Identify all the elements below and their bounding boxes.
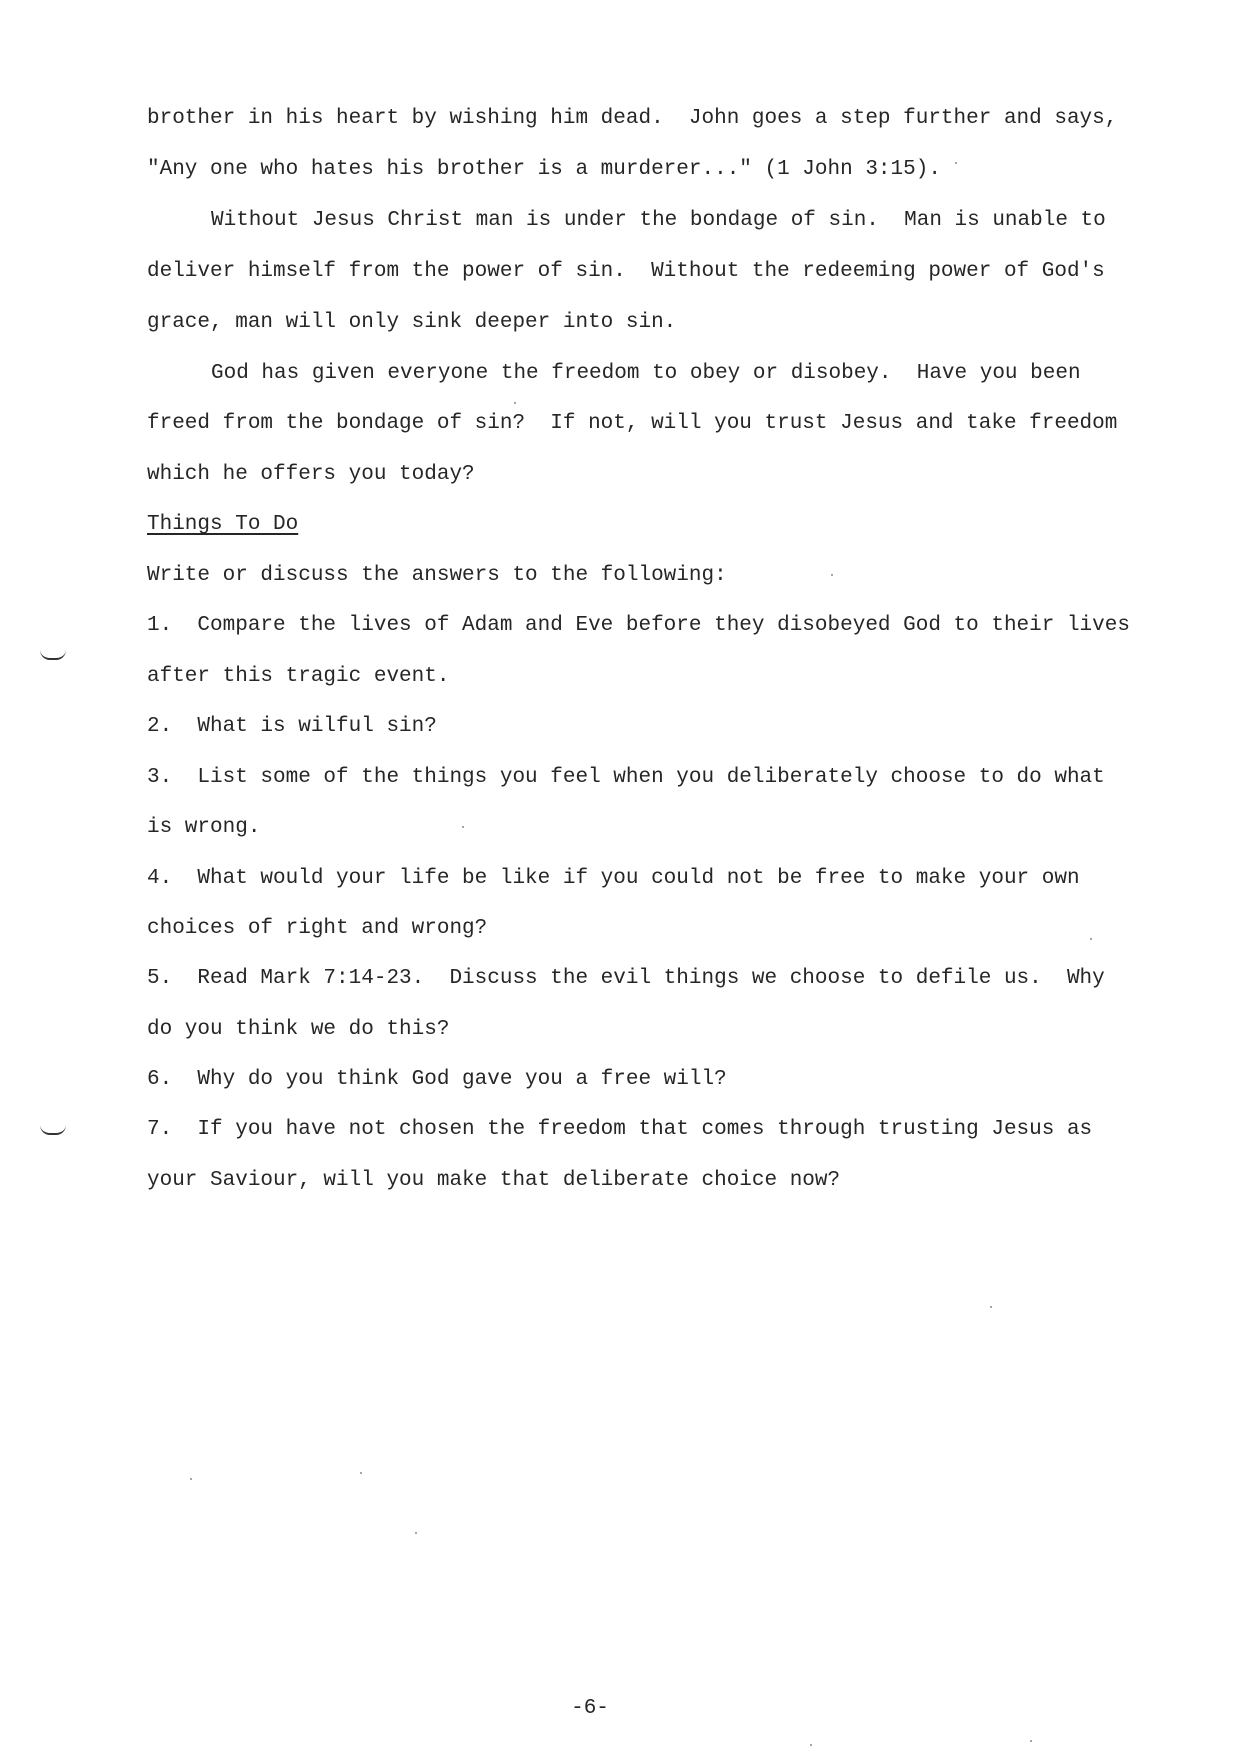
section-heading: Things To Do (147, 513, 299, 536)
question-3-line-1: 3. List some of the things you feel when you deliberately choose to do what (147, 766, 1105, 789)
scan-speck (462, 826, 464, 828)
question-5-line-1: 5. Read Mark 7:14-23. Discuss the evil things we choose to defile us. Why (147, 967, 1105, 990)
scan-speck (1090, 938, 1092, 940)
scan-speck (955, 162, 957, 164)
scan-speck (514, 402, 516, 404)
scan-speck (810, 1744, 812, 1746)
scan-speck (831, 574, 833, 576)
binder-mark (40, 650, 66, 660)
question-7-line-2: your Saviour, will you make that deliberate choice now? (147, 1169, 841, 1192)
paragraph-1-line-2: "Any one who hates his brother is a murderer..." (1 John 3:15). (147, 158, 941, 181)
paragraph-1-line-1: brother in his heart by wishing him dead. John goes a step further and says, (147, 107, 1118, 130)
paragraph-3-line-2: freed from the bondage of sin? If not, will you trust Jesus and take freedom (147, 412, 1118, 435)
question-6-line-1: 6. Why do you think God gave you a free will? (147, 1068, 727, 1091)
paragraph-2-line-1: Without Jesus Christ man is under the bondage of sin. Man is unable to (211, 209, 1106, 232)
question-5-line-2: do you think we do this? (147, 1018, 450, 1041)
scan-speck (415, 1532, 417, 1534)
paragraph-3-line-1: God has given everyone the freedom to obey or disobey. Have you been (211, 362, 1081, 385)
question-2-line-1: 2. What is wilful sin? (147, 715, 437, 738)
paragraph-2-line-3: grace, man will only sink deeper into sin. (147, 311, 677, 334)
scan-speck (360, 1472, 362, 1474)
scan-speck (190, 1478, 192, 1480)
binder-mark (40, 1125, 66, 1135)
question-4-line-2: choices of right and wrong? (147, 917, 488, 940)
question-1-line-1: 1. Compare the lives of Adam and Eve before they disobeyed God to their lives (147, 614, 1130, 637)
paragraph-2-line-2: deliver himself from the power of sin. Without the redeeming power of God's (147, 260, 1105, 283)
question-3-line-2: is wrong. (147, 816, 261, 839)
section-intro: Write or discuss the answers to the following: (147, 564, 727, 587)
question-7-line-1: 7. If you have not chosen the freedom that comes through trusting Jesus as (147, 1118, 1093, 1141)
page-number: -6- (571, 1697, 609, 1720)
paragraph-3-line-3: which he offers you today? (147, 463, 475, 486)
scan-speck (1030, 1740, 1032, 1742)
scan-speck (990, 1306, 992, 1308)
question-4-line-1: 4. What would your life be like if you could not be free to make your own (147, 867, 1080, 890)
question-1-line-2: after this tragic event. (147, 665, 450, 688)
